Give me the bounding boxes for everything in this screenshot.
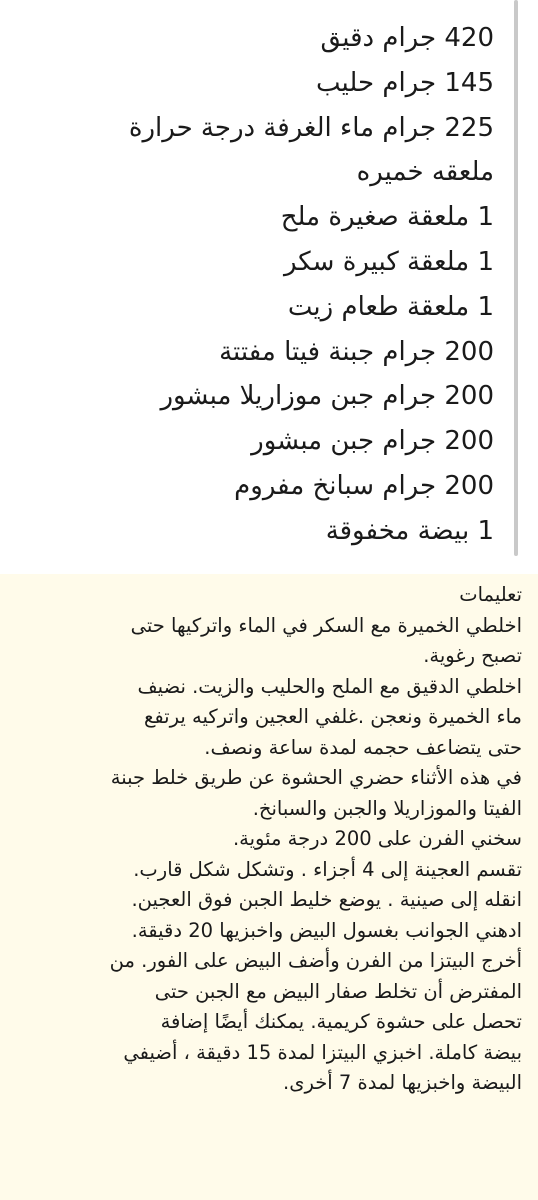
ingredient-line: 200 جرام سبانخ مفروم [234, 470, 494, 501]
instruction-line: اخلطي الخميرة مع السكر في الماء واتركيها حتى [130, 613, 522, 637]
instruction-line: البيضة واخبزيها لمدة 7 أخرى. [283, 1071, 522, 1094]
instructions-list [10, 580, 522, 1099]
ingredient-line: 420 جرام دقيق [320, 23, 494, 53]
ingredient-line: 200 جرام جبن مبشور [251, 426, 494, 457]
ingredient-line: 1 ملعقة صغيرة ملح [280, 202, 494, 233]
instruction-line: اخلطي الدقيق مع الملح والحليب والزيت. نضيف [137, 674, 522, 698]
scrollbar[interactable] [514, 0, 518, 556]
instruction-line: تحصل على حشوة كريمية. يمكنك أيضًا إضافة [160, 1010, 522, 1033]
instruction-line: ادهني الجوانب بغسول البيض واخبزيها 20 دقيقة. [131, 918, 522, 942]
ingredient-line: 1 ملعقة طعام زيت [287, 291, 494, 322]
ingredient-line: 200 جرام جبن موزاريلا مبشور [160, 381, 494, 412]
panel-separator [0, 556, 538, 574]
instruction-line: انقله إلى صينية . يوضع خليط الجبن فوق العجين. [131, 888, 522, 911]
ingredient-line: 1 بيضة مخفوقة [325, 515, 494, 546]
instruction-line: سخني الفرن على 200 درجة مئوية. [232, 827, 522, 850]
ingredient-line: 145 جرام حليب [316, 67, 494, 98]
instruction-line: تصبح رغوية. [423, 644, 522, 667]
instruction-line: ماء الخميرة ونعجن .غلفي العجين واتركيه يرتفع [143, 705, 522, 728]
instruction-line: حتى يتضاعف حجمه لمدة ساعة ونصف. [204, 735, 522, 759]
instructions-note [0, 574, 538, 1200]
instructions-heading: تعليمات [459, 583, 522, 606]
ingredient-line: ملعقه خميره [356, 157, 494, 188]
ingredient-line: 1 ملعقة كبيرة سكر [283, 246, 494, 277]
instruction-line: الفيتا والموزاريلا والجبن والسبانخ. [252, 796, 522, 820]
instruction-line: بيضة كاملة. اخبزي البيتزا لمدة 15 دقيقة ، أضيفي [123, 1040, 522, 1064]
ingredients-list [10, 16, 494, 554]
instruction-line: في هذه الأثناء حضري الحشوة عن طريق خلط جبنة [110, 766, 522, 789]
ingredient-line: 225 جرام ماء الغرفة درجة حرارة [128, 112, 494, 143]
instruction-line: أخرج البيتزا من الفرن وأضف البيض على الفور. من [109, 949, 522, 972]
instruction-line: المفترض أن تخلط صفار البيض مع الجبن حتى [154, 979, 522, 1003]
ingredient-line: 200 جرام جبنة فيتا مفتتة [219, 336, 494, 367]
ingredients-note [0, 0, 538, 556]
instruction-line: تقسم العجينة إلى 4 أجزاء . وتشكل شكل قارب. [133, 857, 522, 881]
